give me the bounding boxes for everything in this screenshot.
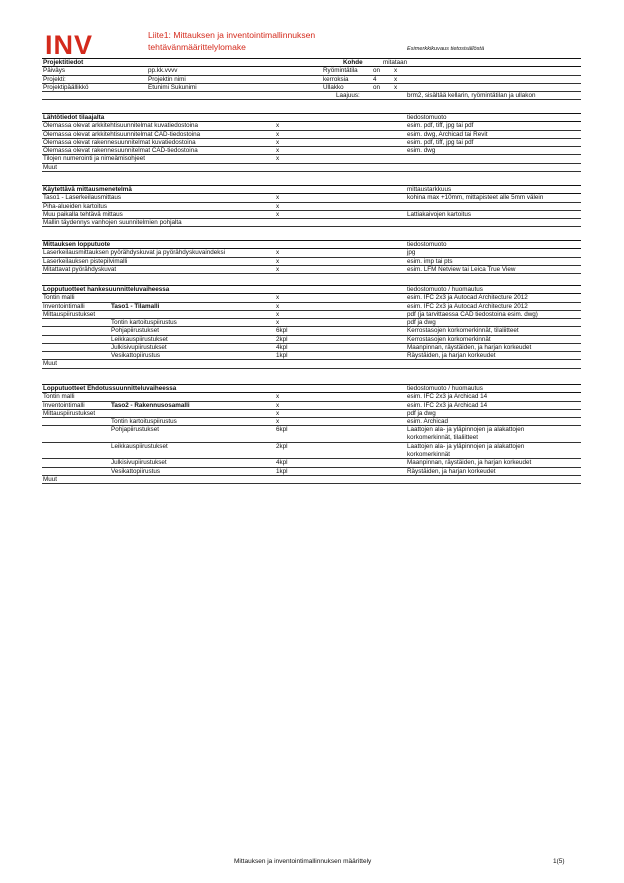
table-row-note-cont: korkomerkinnät xyxy=(407,450,451,458)
table-row-mark: x xyxy=(276,319,280,326)
table-row-label: Piha-alueiden kartoitus xyxy=(43,202,108,210)
table-row-label: Mitattavat pyörähdyskuvat xyxy=(43,265,117,273)
kohde-item-status: 4 xyxy=(373,75,377,83)
table-row-note: Räystäiden, ja harjan korkeudet xyxy=(407,352,496,359)
table-row-label: Inventointimalli xyxy=(43,302,85,310)
row-divider xyxy=(42,409,581,410)
row-divider xyxy=(42,113,581,114)
inv-logo: INV xyxy=(45,30,94,60)
kohde-label: Kohde xyxy=(343,59,363,66)
table-row-label: Olemassa olevat arkkitehtisuunnitelmat CAD-tiedostoina xyxy=(43,130,201,138)
kohde-item-label: Ullakko xyxy=(323,83,344,91)
table-row-mark: 4kpl xyxy=(276,459,288,467)
table-row-note: kohina max +10mm, mittapisteet alle 5mm välein xyxy=(407,194,544,202)
document-title-line1: Liite1: Mittauksen ja inventointimallinnuksen xyxy=(148,30,316,40)
table-row-note: Lattiakaivojen kartoitus xyxy=(407,210,472,218)
table-row-mark: x xyxy=(276,249,280,257)
row-divider xyxy=(42,66,581,67)
row-divider xyxy=(42,171,581,172)
table-row-sublabel: Julkisivupiirustukset xyxy=(111,343,167,351)
kohde-item-label: kerroksia xyxy=(323,75,349,83)
section-column-header: mittaustarkkuus xyxy=(407,186,452,193)
row-divider xyxy=(42,210,581,211)
laajuus-label: Laajuus: xyxy=(336,92,360,99)
section-title-lahto: Lähtötiedot tilaajalta xyxy=(43,114,105,121)
table-row-mark: x xyxy=(276,401,280,409)
row-divider xyxy=(42,202,581,203)
table-row-sublabel: Tontin kartoituspiirustus xyxy=(111,418,177,425)
document-subtitle: Esimerkkikuvaus tietosisällöstä xyxy=(407,46,485,52)
row-divider xyxy=(42,58,581,59)
table-row-mark: x xyxy=(276,202,280,210)
table-row-label: Mallin täydennys vanhojen suunnitelmien pohjalta xyxy=(43,219,182,226)
table-row-label: Taso1 - Laserkeilausmittaus xyxy=(43,194,122,202)
row-divider xyxy=(42,240,581,241)
table-row-mark: 1kpl xyxy=(276,352,288,359)
table-row-label: Inventointimalli xyxy=(43,401,85,409)
table-row-label: Muut xyxy=(43,475,57,483)
modelling-level-label: Taso2 - Rakennusosamalli xyxy=(111,401,190,409)
row-divider xyxy=(42,368,581,369)
table-row-mark: x xyxy=(276,210,280,218)
project-field-label: Päiväys xyxy=(43,67,66,75)
table-row-note: jpg xyxy=(407,249,416,257)
row-divider xyxy=(42,83,581,84)
table-row-mark: x xyxy=(276,294,280,302)
table-row-label: Olemassa olevat rakennesuunnitelmat kuvatiedostoina xyxy=(43,138,196,146)
section-title-lopputuote: Mittauksen lopputuote xyxy=(43,241,111,248)
modelling-level-label: Taso1 - Tilamalli xyxy=(111,302,160,310)
table-row-sublabel: Tontin kartoituspiirustus xyxy=(111,319,177,326)
table-row-note: Laattojen ala- ja yläpinnojen ja alakattojen xyxy=(407,442,525,450)
table-row-note: esim. pdf, tiff, jpg tai pdf xyxy=(407,122,474,130)
section-title-menetelma: Käytettävä mittausmenetelmä xyxy=(43,186,132,193)
table-row-mark: 4kpl xyxy=(276,343,288,351)
table-row-label: Muu paikalla tehtävä mittaus xyxy=(43,210,123,218)
kohde-item-label: Ryömintätila xyxy=(323,67,358,75)
table-row-sublabel: Julkisivupiirustukset xyxy=(111,459,167,467)
table-row-note: pdf ja dwg xyxy=(407,319,436,326)
footer-title: Mittauksen ja inventointimallinnuksen määrittely xyxy=(234,858,372,865)
table-row-mark: x xyxy=(276,257,280,265)
kohde-item-status: on xyxy=(373,67,381,75)
project-field-label: Projektipäällikkö xyxy=(43,83,89,91)
row-divider xyxy=(42,226,581,227)
table-row-mark: x xyxy=(276,194,280,202)
table-row-mark: x xyxy=(276,310,280,318)
row-divider xyxy=(42,475,581,476)
table-row-note: pdf (ja tarvittaessa CAD tiedostoina esim. dwg) xyxy=(407,310,538,318)
table-row-label: Olemassa olevat arkkitehtisuunnitelmat kuvatiedostoina xyxy=(43,122,199,130)
table-row-note: Kerrostasojen korkomerkinnät, tilaliitteet xyxy=(407,327,519,335)
table-row-note: Maanpinnan, räystäiden, ja harjan korkeudet xyxy=(407,343,532,351)
table-row-sublabel: Pohjapiirustukset xyxy=(111,327,159,335)
table-row-label: Muut xyxy=(43,163,57,171)
section-title-ehdotus: Lopputuotteet Ehdotussuunnitteluvaiheessa xyxy=(43,385,177,392)
kohde-item-mark: x xyxy=(394,67,398,75)
kohde-item-status: on xyxy=(373,83,381,91)
table-row-note: Räystäiden, ja harjan korkeudet xyxy=(407,467,496,475)
table-row-mark: 2kpl xyxy=(276,442,288,450)
table-row-mark: x xyxy=(276,393,280,401)
table-row-mark: 1kpl xyxy=(276,467,288,475)
table-row-label: Laserkeilauksen pistepilvimalli xyxy=(43,257,128,265)
table-row-mark: x xyxy=(276,130,280,138)
table-row-note: esim. IFC 2x3 ja Autocad Architecture 2012 xyxy=(407,302,528,310)
table-row-mark: x xyxy=(276,147,280,154)
table-row-mark: x xyxy=(276,122,280,130)
project-field-value: Projektin nimi xyxy=(148,75,186,83)
table-row-label: Tontin malli xyxy=(43,393,75,401)
table-row-sublabel: Vesikattopiirustus xyxy=(111,467,161,475)
table-row-note: esim. pdf, tiff, jpg tai pdf xyxy=(407,138,474,146)
table-row-sublabel: Vesikattopiirustus xyxy=(111,352,161,359)
table-row-mark: x xyxy=(276,265,280,273)
table-row-mark: 2kpl xyxy=(276,335,288,343)
table-row-note: esim. dwg xyxy=(407,147,436,154)
row-divider xyxy=(42,75,581,76)
table-row-label: Mittauspiirustukset xyxy=(43,409,96,417)
section-title-project: Projektitiedot xyxy=(43,59,84,66)
table-row-mark: x xyxy=(276,418,280,425)
table-row-note: esim. Archicad xyxy=(407,418,448,425)
mitataan-label: mitataan xyxy=(383,59,408,66)
kohde-item-mark: x xyxy=(394,75,398,83)
table-row-mark: 6kpl xyxy=(276,426,288,434)
table-row-note: pdf ja dwg xyxy=(407,409,436,417)
table-row-label: Tontin malli xyxy=(43,294,75,302)
table-row-note: esim. imp tai pts xyxy=(407,257,453,265)
document-title-line2: tehtävänmäärittelylomake xyxy=(148,41,246,52)
project-field-value: Etunimi Sukunimi xyxy=(148,83,197,91)
table-row-label: Muut xyxy=(43,360,57,368)
table-row-note: esim. IFC 2x3 ja Autocad Architecture 2012 xyxy=(407,294,528,302)
table-row-note: esim. dwg, Archicad tai Revit xyxy=(407,130,488,138)
table-row-note: esim. IFC 2x3 ja Archicad 14 xyxy=(407,393,488,401)
project-field-label: Projekti: xyxy=(43,75,66,83)
page-number: 1(5) xyxy=(553,858,565,865)
table-row-sublabel: Leikkauspiirustukset xyxy=(111,442,168,450)
section-column-header: tiedostomuoto xyxy=(407,241,447,248)
table-row-label: Tilojen numerointi ja nimeämisohjeet xyxy=(43,155,145,163)
section-column-header: tiedostomuoto / huomautus xyxy=(407,286,483,293)
table-row-note-cont: korkomerkinnät, tilaliitteet xyxy=(407,434,479,442)
table-row-note: esim. IFC 2x3 ja Archicad 14 xyxy=(407,401,488,409)
row-divider xyxy=(42,359,581,360)
table-row-note: esim. LFM Netview tai Leica True View xyxy=(407,265,516,273)
table-row-label: Laserkeilausmittauksen pyörähdyskuvat ja pyörähdyskuvaindeksi xyxy=(43,249,226,257)
section-column-header: tiedostomuoto / huomautus xyxy=(407,385,483,392)
row-divider xyxy=(42,483,581,484)
table-row-sublabel: Leikkauspiirustukset xyxy=(111,335,168,343)
table-row-label: Olemassa olevat rakennesuunnitelmat CAD-tiedostoina xyxy=(43,147,198,154)
row-divider xyxy=(42,273,581,274)
row-divider xyxy=(42,163,581,164)
document-title xyxy=(148,30,315,53)
row-divider xyxy=(42,99,581,100)
table-row-note: Laattojen ala- ja yläpinnojen ja alakattojen xyxy=(407,426,525,434)
laajuus-value: brm2, sisältää kellarin, ryömintätilan ja ullakon xyxy=(407,92,536,99)
project-field-value: pp.kk.vvvv xyxy=(148,67,178,75)
section-title-hanke: Lopputuotteet hankesuunnitteluvaiheessa xyxy=(43,286,170,293)
table-row-sublabel: Pohjapiirustukset xyxy=(111,426,159,434)
table-row-note: Maanpinnan, räystäiden, ja harjan korkeudet xyxy=(407,459,532,467)
table-row-mark: 6kpl xyxy=(276,327,288,335)
row-divider xyxy=(42,392,581,393)
table-row-mark: x xyxy=(276,155,280,163)
table-row-mark: x xyxy=(276,138,280,146)
kohde-item-mark: x xyxy=(394,83,398,91)
table-row-mark: x xyxy=(276,409,280,417)
table-row-note: Kerrostasojen korkomerkinnät xyxy=(407,335,491,343)
table-row-mark: x xyxy=(276,302,280,310)
table-row-label: Mittauspiirustukset xyxy=(43,310,96,318)
section-column-header: tiedostomuoto xyxy=(407,114,447,121)
